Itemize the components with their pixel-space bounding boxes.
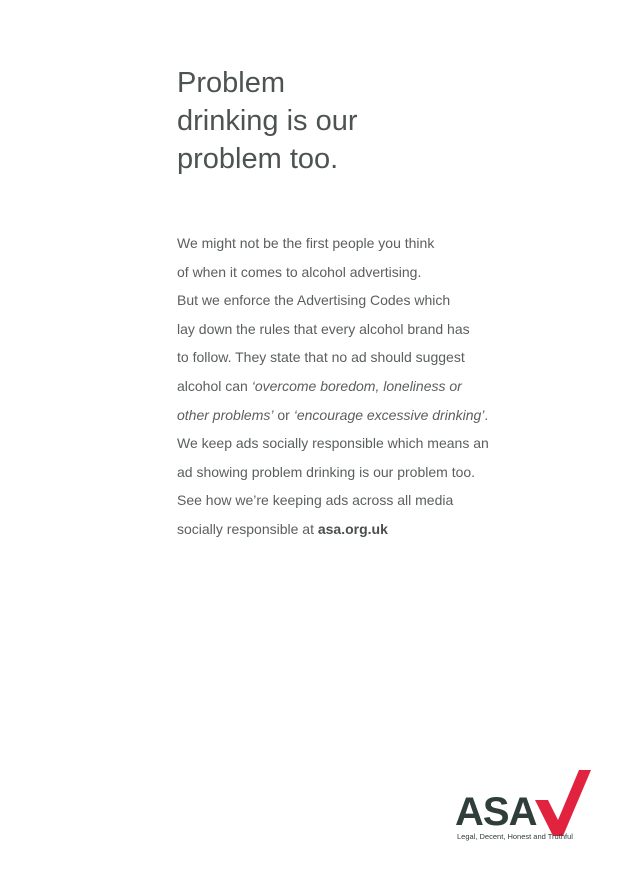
- body-text-segment: .: [484, 406, 489, 423]
- body-line: to follow. They state that no ad should suggest: [177, 349, 465, 366]
- logo-letters: ASA: [455, 790, 537, 834]
- body-line: We keep ads socially responsible which means an: [177, 435, 489, 452]
- body-text-segment: alcohol can: [177, 377, 252, 394]
- body-line: But we enforce the Advertising Codes which: [177, 292, 451, 309]
- tick-icon: [535, 770, 591, 836]
- logo-tagline: Legal, Decent, Honest and Truthful: [457, 832, 573, 841]
- body-line: [177, 515, 507, 544]
- asa-logo: [455, 770, 595, 850]
- code-quote: ‘encourage excessive drinking’: [293, 406, 485, 423]
- website-link[interactable]: asa.org.uk: [317, 520, 388, 537]
- tick-shape: [535, 770, 591, 836]
- body-text-segment: or: [273, 406, 294, 423]
- headline-line: Problem: [177, 67, 285, 99]
- body-line: [177, 372, 507, 401]
- body-text-segment: socially responsible at: [177, 520, 318, 537]
- code-quote: ‘overcome boredom, loneliness or: [251, 377, 462, 394]
- headline-line: drinking is our: [177, 105, 358, 137]
- body-line: lay down the rules that every alcohol brand has: [177, 320, 470, 337]
- body-line: We might not be the first people you think: [177, 235, 435, 251]
- body-line: See how we’re keeping ads across all media: [177, 492, 454, 509]
- body-line: [177, 401, 507, 430]
- headline: [177, 64, 497, 178]
- code-quote: other problems’: [177, 406, 274, 423]
- body-line: ad showing problem drinking is our problem too.: [177, 463, 476, 480]
- body-copy: [177, 229, 507, 544]
- body-line: of when it comes to alcohol advertising.: [177, 263, 422, 280]
- headline-line: problem too.: [177, 143, 339, 175]
